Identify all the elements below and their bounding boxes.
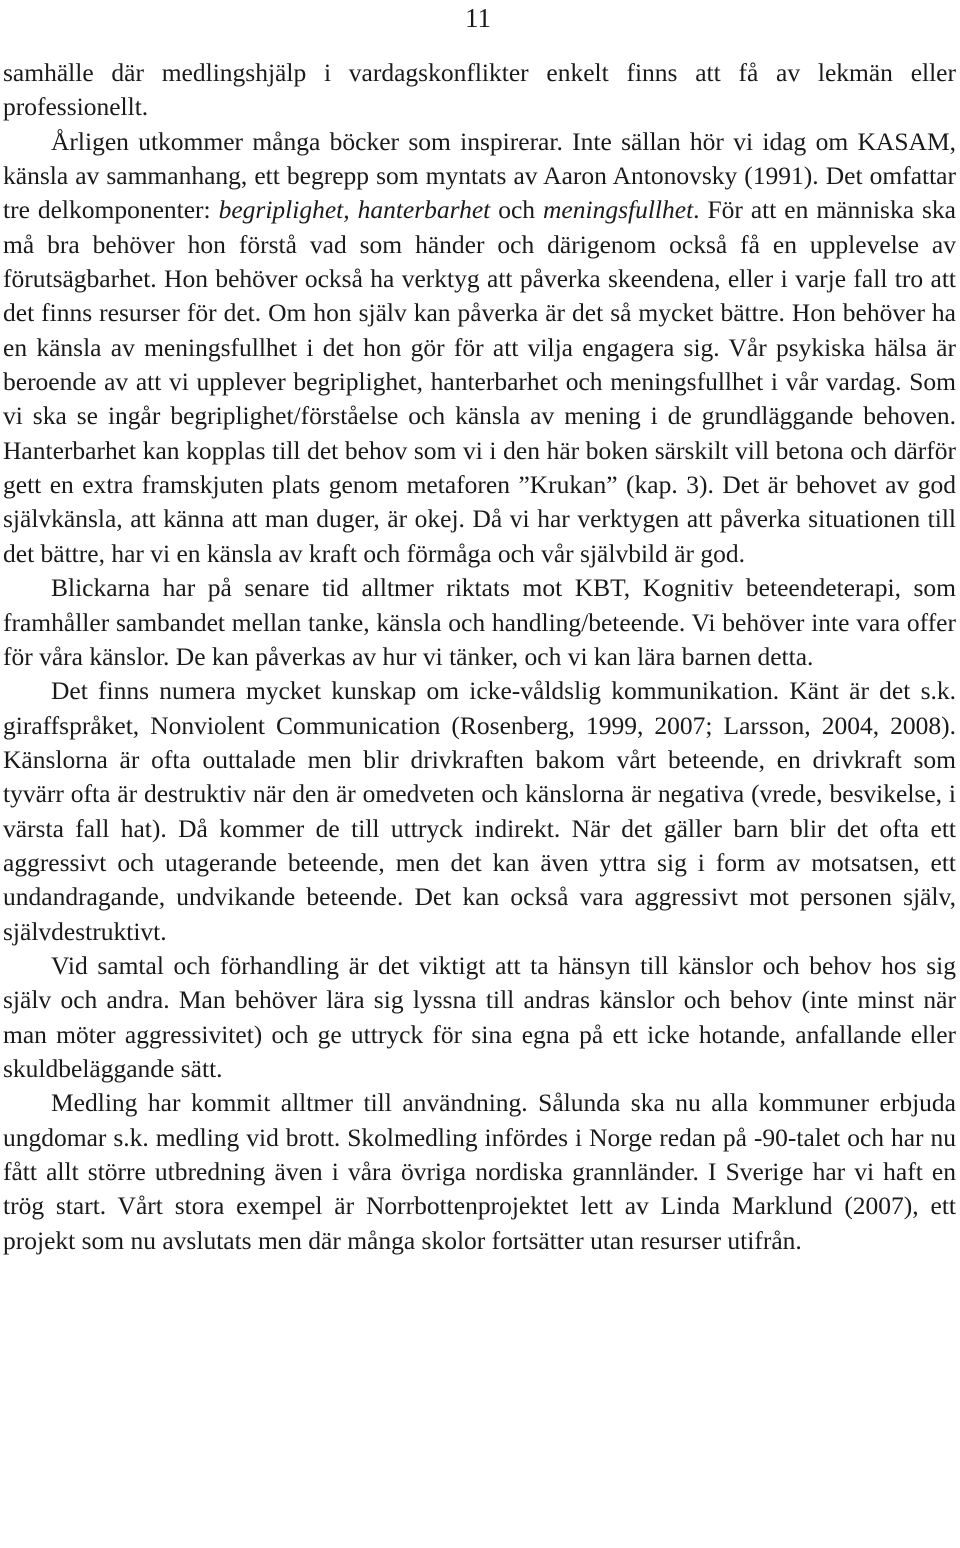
paragraph <box>3 56 956 125</box>
paragraph <box>3 125 956 571</box>
paragraph <box>3 1086 956 1258</box>
text-run: Årligen utkommer många böcker som inspirerar. Inte sällan hör vi idag om KASAM, känsla av sammanhang, ett begrepp som myntats av Aaron Antonovsky (1991). Det omfattar tre delkomponenter: <box>3 126 956 225</box>
paragraph <box>3 674 956 949</box>
text-run: Vid samtal och förhandling är det viktigt att ta hänsyn till känslor och behov hos sig själv och andra. Man behöver lära sig lyssna till andras känslor och behov (inte minst när man möter aggressivitet) och ge uttryck för sina egna på ett icke hotande, anfallande eller skuldbeläggande sätt. <box>3 950 956 1083</box>
paragraph <box>3 571 956 674</box>
emphasized-term: meningsfullhet <box>543 195 694 225</box>
text-run: Det finns numera mycket kunskap om icke-våldslig kommunikation. Känt är det s.k. giraffspråket, Nonviolent Communication (Rosenberg, 1999, 2007; Larsson, 2004, 2008). Känslorna är ofta outtalade men blir drivkraften bakom vårt beteende, en drivkraft som tyvärr ofta är destruktiv när den är omedveten och känslorna är negativa (vrede, besvikelse, i värsta fall hat). Då kommer de till uttryck indirekt. När det gäller barn blir det ofta ett aggressivt och utagerande beteende, men det kan även yttra sig i form av motsatsen, ett undandragande, undvikande beteende. Det kan också vara aggressivt mot personen själv, självdestruktivt. <box>3 676 956 946</box>
page-number: 11 <box>465 3 491 33</box>
text-run: samhälle där medlingshjälp i vardagskonflikter enkelt finns att få av lekmän eller professionellt. <box>3 58 956 122</box>
text-run: och <box>490 195 543 225</box>
text-run: Medling har kommit alltmer till användning. Sålunda ska nu alla kommuner erbjuda ungdomar s.k. medling vid brott. Skolmedling infördes i Norge redan på -90-talet och har nu fått allt större utbredning även i våra övriga nordiska grannländer. I Sverige har vi haft en trög start. Vårt stora exempel är Norrbottenprojektet lett av Linda Marklund (2007), ett projekt som nu avslutats men där många skolor fortsätter utan resurser utifrån. <box>3 1088 956 1255</box>
emphasized-term: begriplighet, hanterbarhet <box>218 195 491 225</box>
text-run: . För att en människa ska må bra behöver hon förstå vad som händer och därigenom också få en upplevelse av förutsägbarhet. Hon behöver också ha verktyg att påverka skeendena, eller i varje fall tro att det finns resurser för det. Om hon själv kan påverka är det så mycket bättre. Hon behöver ha en känsla av meningsfullhet i det hon gör för att vilja engagera sig. Vår psykiska hälsa är beroende av att vi upplever begriplighet, hanterbarhet och meningsfullhet i vår vardag. Som vi ska se ingår begriplighet/förståelse och känsla av mening i de grundläggande behoven. Hanterbarhet kan kopplas till det behov som vi i den här boken särskilt vill betona och därför gett en extra framskjuten plats genom metaforen ”Krukan” (kap. 3). Det är behovet av god självkänsla, att känna att man duger, är okej. Då vi har verktygen att påverka situationen till det bättre, har vi en känsla av kraft och förmåga och vår självbild är god. <box>3 195 956 568</box>
paragraph <box>3 949 956 1086</box>
text-run: Blickarna har på senare tid alltmer riktats mot KBT, Kognitiv beteendeterapi, som framhåller sambandet mellan tanke, känsla och handling/beteende. Vi behöver inte vara offer för våra känslor. De kan påverkas av hur vi tänker, och vi kan lära barnen detta. <box>3 573 956 671</box>
body-text <box>3 56 956 1258</box>
